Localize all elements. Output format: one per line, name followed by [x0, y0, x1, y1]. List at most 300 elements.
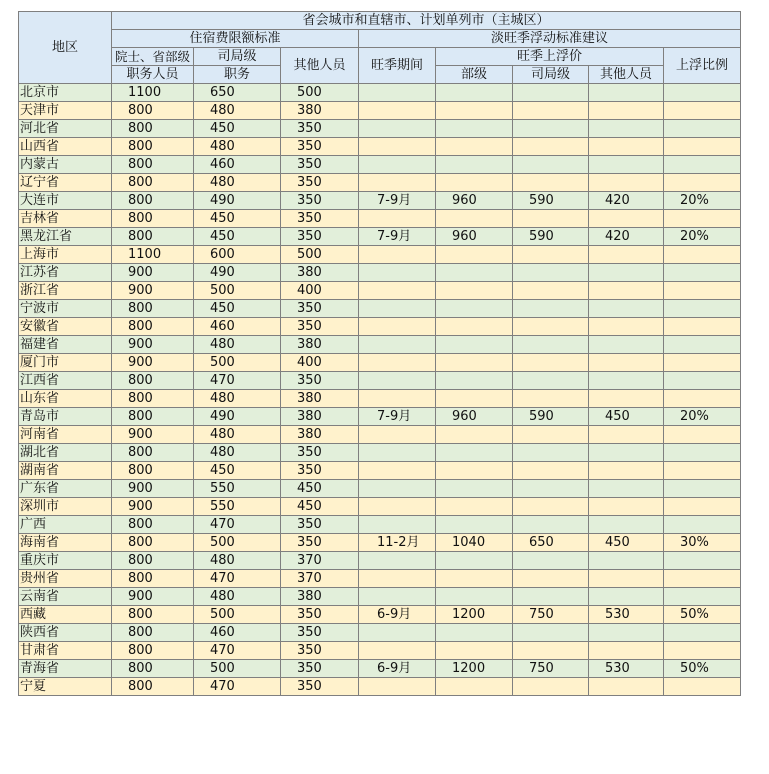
peak-other-price-cell: 530: [589, 606, 664, 624]
peak-bureau-price-cell: [513, 300, 589, 318]
region-cell: 云南省: [19, 588, 112, 606]
bureau-rate-cell: 480: [194, 102, 281, 120]
peak-period-cell: 7-9月: [359, 408, 436, 426]
region-cell: 深圳市: [19, 498, 112, 516]
table-row: [19, 372, 741, 390]
peak-bureau-price-cell: [513, 282, 589, 300]
academic-rate-cell: 900: [112, 336, 194, 354]
other-rate-cell: 350: [281, 606, 359, 624]
region-cell: 福建省: [19, 336, 112, 354]
region-cell: 青岛市: [19, 408, 112, 426]
region-cell: 重庆市: [19, 552, 112, 570]
other-rate-cell: 500: [281, 246, 359, 264]
academic-rate-cell: 900: [112, 480, 194, 498]
bureau-rate-cell: 470: [194, 516, 281, 534]
region-cell: 山东省: [19, 390, 112, 408]
bureau-rate-cell: 460: [194, 318, 281, 336]
peak-other-price-cell: [589, 426, 664, 444]
academic-rate-cell: 900: [112, 588, 194, 606]
peak-ratio-cell: [664, 174, 741, 192]
other-rate-cell: 350: [281, 624, 359, 642]
peak-bureau-price-cell: [513, 462, 589, 480]
peak-ministry-price-cell: [436, 102, 513, 120]
academic-rate-cell: 800: [112, 120, 194, 138]
region-cell: 河南省: [19, 426, 112, 444]
peak-bureau-price-cell: [513, 552, 589, 570]
academic-rate-cell: 800: [112, 228, 194, 246]
other-rate-cell: 370: [281, 570, 359, 588]
peak-bureau-price-cell: 750: [513, 660, 589, 678]
other-rate-cell: 380: [281, 588, 359, 606]
peak-ratio-cell: [664, 84, 741, 102]
peak-period-cell: [359, 390, 436, 408]
academic-rate-cell: 800: [112, 372, 194, 390]
header-peak-ministry: 部级: [436, 66, 513, 84]
peak-bureau-price-cell: [513, 372, 589, 390]
peak-other-price-cell: [589, 138, 664, 156]
bureau-rate-cell: 470: [194, 570, 281, 588]
header-bureau-sub: 职务: [194, 66, 281, 84]
peak-bureau-price-cell: [513, 390, 589, 408]
peak-other-price-cell: [589, 282, 664, 300]
region-cell: 湖南省: [19, 462, 112, 480]
peak-bureau-price-cell: 750: [513, 606, 589, 624]
table-row: [19, 660, 741, 678]
region-cell: 西藏: [19, 606, 112, 624]
peak-other-price-cell: 530: [589, 660, 664, 678]
peak-bureau-price-cell: [513, 210, 589, 228]
peak-period-cell: [359, 516, 436, 534]
peak-period-cell: [359, 120, 436, 138]
table-row: [19, 498, 741, 516]
peak-period-cell: [359, 156, 436, 174]
bureau-rate-cell: 450: [194, 300, 281, 318]
peak-ministry-price-cell: [436, 372, 513, 390]
peak-ministry-price-cell: 1040: [436, 534, 513, 552]
peak-ministry-price-cell: 960: [436, 192, 513, 210]
peak-ratio-cell: 20%: [664, 192, 741, 210]
table-row: [19, 426, 741, 444]
bureau-rate-cell: 460: [194, 156, 281, 174]
table-row: [19, 174, 741, 192]
other-rate-cell: 380: [281, 264, 359, 282]
peak-period-cell: 7-9月: [359, 192, 436, 210]
academic-rate-cell: 800: [112, 102, 194, 120]
peak-bureau-price-cell: [513, 246, 589, 264]
peak-other-price-cell: [589, 84, 664, 102]
peak-period-cell: [359, 336, 436, 354]
academic-rate-cell: 800: [112, 156, 194, 174]
academic-rate-cell: 1100: [112, 84, 194, 102]
peak-period-cell: [359, 318, 436, 336]
region-cell: 厦门市: [19, 354, 112, 372]
peak-bureau-price-cell: [513, 516, 589, 534]
table-row: [19, 318, 741, 336]
region-cell: 陕西省: [19, 624, 112, 642]
peak-other-price-cell: [589, 102, 664, 120]
region-cell: 湖北省: [19, 444, 112, 462]
other-rate-cell: 350: [281, 642, 359, 660]
peak-bureau-price-cell: [513, 84, 589, 102]
peak-ratio-cell: [664, 102, 741, 120]
header-ratio: 上浮比例: [664, 48, 741, 84]
peak-bureau-price-cell: [513, 570, 589, 588]
peak-period-cell: [359, 300, 436, 318]
header-season-standard: 淡旺季浮动标准建议: [359, 30, 741, 48]
peak-other-price-cell: [589, 246, 664, 264]
academic-rate-cell: 900: [112, 282, 194, 300]
peak-other-price-cell: [589, 678, 664, 696]
region-cell: 辽宁省: [19, 174, 112, 192]
peak-other-price-cell: [589, 588, 664, 606]
peak-ratio-cell: [664, 264, 741, 282]
header-peak-price: 旺季上浮价: [436, 48, 664, 66]
peak-ministry-price-cell: [436, 318, 513, 336]
peak-ministry-price-cell: [436, 516, 513, 534]
other-rate-cell: 380: [281, 426, 359, 444]
peak-other-price-cell: [589, 318, 664, 336]
bureau-rate-cell: 450: [194, 210, 281, 228]
academic-rate-cell: 800: [112, 624, 194, 642]
peak-other-price-cell: [589, 498, 664, 516]
academic-rate-cell: 800: [112, 174, 194, 192]
bureau-rate-cell: 500: [194, 354, 281, 372]
other-rate-cell: 380: [281, 102, 359, 120]
peak-ratio-cell: [664, 588, 741, 606]
bureau-rate-cell: 500: [194, 606, 281, 624]
peak-bureau-price-cell: 650: [513, 534, 589, 552]
academic-rate-cell: 900: [112, 354, 194, 372]
academic-rate-cell: 1100: [112, 246, 194, 264]
peak-bureau-price-cell: [513, 444, 589, 462]
peak-ratio-cell: [664, 570, 741, 588]
peak-ratio-cell: [664, 462, 741, 480]
peak-ratio-cell: [664, 480, 741, 498]
peak-other-price-cell: 450: [589, 408, 664, 426]
academic-rate-cell: 800: [112, 444, 194, 462]
peak-ratio-cell: [664, 498, 741, 516]
bureau-rate-cell: 470: [194, 642, 281, 660]
peak-other-price-cell: [589, 570, 664, 588]
peak-period-cell: [359, 678, 436, 696]
peak-ratio-cell: [664, 678, 741, 696]
peak-ministry-price-cell: [436, 624, 513, 642]
academic-rate-cell: 800: [112, 192, 194, 210]
table-row: [19, 282, 741, 300]
table-row: [19, 642, 741, 660]
header-lodging-standard: 住宿费限额标准: [112, 30, 359, 48]
peak-ministry-price-cell: [436, 156, 513, 174]
header-academic-sub: 职务人员: [112, 66, 194, 84]
region-cell: 内蒙古: [19, 156, 112, 174]
peak-ratio-cell: [664, 642, 741, 660]
other-rate-cell: 350: [281, 156, 359, 174]
other-rate-cell: 350: [281, 444, 359, 462]
peak-bureau-price-cell: 590: [513, 408, 589, 426]
table-row: [19, 138, 741, 156]
peak-bureau-price-cell: [513, 264, 589, 282]
peak-ministry-price-cell: [436, 246, 513, 264]
peak-period-cell: 7-9月: [359, 228, 436, 246]
bureau-rate-cell: 450: [194, 462, 281, 480]
peak-ratio-cell: [664, 318, 741, 336]
other-rate-cell: 350: [281, 138, 359, 156]
region-cell: 黑龙江省: [19, 228, 112, 246]
region-cell: 江西省: [19, 372, 112, 390]
other-rate-cell: 350: [281, 210, 359, 228]
academic-rate-cell: 800: [112, 570, 194, 588]
peak-ratio-cell: [664, 372, 741, 390]
other-rate-cell: 370: [281, 552, 359, 570]
table-row: [19, 678, 741, 696]
other-rate-cell: 350: [281, 300, 359, 318]
peak-other-price-cell: [589, 642, 664, 660]
peak-ministry-price-cell: [436, 426, 513, 444]
academic-rate-cell: 800: [112, 552, 194, 570]
peak-ratio-cell: 20%: [664, 408, 741, 426]
bureau-rate-cell: 490: [194, 192, 281, 210]
peak-ratio-cell: 20%: [664, 228, 741, 246]
region-cell: 浙江省: [19, 282, 112, 300]
table-row: [19, 570, 741, 588]
peak-ministry-price-cell: 960: [436, 408, 513, 426]
table-row: [19, 210, 741, 228]
other-rate-cell: 350: [281, 192, 359, 210]
other-rate-cell: 450: [281, 498, 359, 516]
header-region: 地区: [19, 12, 112, 84]
region-cell: 天津市: [19, 102, 112, 120]
peak-ministry-price-cell: [436, 678, 513, 696]
academic-rate-cell: 800: [112, 678, 194, 696]
region-cell: 广东省: [19, 480, 112, 498]
other-rate-cell: 450: [281, 480, 359, 498]
peak-ratio-cell: [664, 624, 741, 642]
bureau-rate-cell: 480: [194, 138, 281, 156]
bureau-rate-cell: 480: [194, 588, 281, 606]
peak-ministry-price-cell: [436, 552, 513, 570]
table-row: [19, 552, 741, 570]
region-cell: 青海省: [19, 660, 112, 678]
table-row: [19, 390, 741, 408]
peak-period-cell: 6-9月: [359, 660, 436, 678]
region-cell: 甘肃省: [19, 642, 112, 660]
peak-bureau-price-cell: 590: [513, 192, 589, 210]
other-rate-cell: 350: [281, 174, 359, 192]
region-cell: 大连市: [19, 192, 112, 210]
peak-bureau-price-cell: [513, 354, 589, 372]
academic-rate-cell: 800: [112, 534, 194, 552]
region-cell: 上海市: [19, 246, 112, 264]
other-rate-cell: 350: [281, 660, 359, 678]
peak-other-price-cell: [589, 300, 664, 318]
peak-bureau-price-cell: [513, 318, 589, 336]
peak-ministry-price-cell: 1200: [436, 606, 513, 624]
header-other: 其他人员: [281, 48, 359, 84]
peak-ministry-price-cell: [436, 138, 513, 156]
peak-ministry-price-cell: [436, 462, 513, 480]
table-row: [19, 624, 741, 642]
table-row: [19, 534, 741, 552]
lodging-standards-table: [18, 11, 741, 696]
peak-ministry-price-cell: [436, 174, 513, 192]
peak-period-cell: [359, 210, 436, 228]
bureau-rate-cell: 490: [194, 264, 281, 282]
peak-ratio-cell: [664, 210, 741, 228]
academic-rate-cell: 900: [112, 264, 194, 282]
bureau-rate-cell: 480: [194, 174, 281, 192]
academic-rate-cell: 800: [112, 642, 194, 660]
peak-other-price-cell: [589, 336, 664, 354]
peak-other-price-cell: [589, 390, 664, 408]
table-row: [19, 120, 741, 138]
peak-ratio-cell: 30%: [664, 534, 741, 552]
peak-ministry-price-cell: [436, 390, 513, 408]
table-row: [19, 444, 741, 462]
peak-ministry-price-cell: [436, 84, 513, 102]
peak-bureau-price-cell: [513, 174, 589, 192]
bureau-rate-cell: 480: [194, 444, 281, 462]
region-cell: 宁夏: [19, 678, 112, 696]
table-row: [19, 462, 741, 480]
peak-ratio-cell: [664, 516, 741, 534]
peak-period-cell: [359, 552, 436, 570]
academic-rate-cell: 800: [112, 462, 194, 480]
region-cell: 贵州省: [19, 570, 112, 588]
academic-rate-cell: 800: [112, 408, 194, 426]
academic-rate-cell: 900: [112, 426, 194, 444]
table-row: [19, 102, 741, 120]
peak-ratio-cell: 50%: [664, 660, 741, 678]
table-row: [19, 84, 741, 102]
bureau-rate-cell: 450: [194, 228, 281, 246]
peak-ratio-cell: [664, 120, 741, 138]
peak-ministry-price-cell: [436, 444, 513, 462]
bureau-rate-cell: 450: [194, 120, 281, 138]
peak-other-price-cell: [589, 372, 664, 390]
peak-other-price-cell: [589, 120, 664, 138]
peak-period-cell: [359, 624, 436, 642]
academic-rate-cell: 800: [112, 390, 194, 408]
peak-ministry-price-cell: [436, 570, 513, 588]
table-row: [19, 246, 741, 264]
academic-rate-cell: 800: [112, 660, 194, 678]
region-cell: 安徽省: [19, 318, 112, 336]
other-rate-cell: 350: [281, 462, 359, 480]
peak-period-cell: [359, 372, 436, 390]
academic-rate-cell: 900: [112, 498, 194, 516]
other-rate-cell: 380: [281, 408, 359, 426]
academic-rate-cell: 800: [112, 606, 194, 624]
peak-other-price-cell: [589, 264, 664, 282]
peak-other-price-cell: 450: [589, 534, 664, 552]
other-rate-cell: 400: [281, 354, 359, 372]
peak-ratio-cell: [664, 354, 741, 372]
region-cell: 山西省: [19, 138, 112, 156]
peak-other-price-cell: [589, 552, 664, 570]
academic-rate-cell: 800: [112, 300, 194, 318]
peak-other-price-cell: [589, 624, 664, 642]
table-row: [19, 228, 741, 246]
peak-period-cell: [359, 174, 436, 192]
bureau-rate-cell: 480: [194, 336, 281, 354]
peak-ministry-price-cell: [436, 480, 513, 498]
header-peak-bureau: 司局级: [513, 66, 589, 84]
peak-ministry-price-cell: [436, 300, 513, 318]
peak-bureau-price-cell: [513, 426, 589, 444]
table-row: [19, 264, 741, 282]
peak-ministry-price-cell: [436, 642, 513, 660]
peak-ratio-cell: [664, 444, 741, 462]
bureau-rate-cell: 470: [194, 372, 281, 390]
peak-ratio-cell: [664, 282, 741, 300]
peak-bureau-price-cell: [513, 336, 589, 354]
peak-period-cell: [359, 282, 436, 300]
peak-period-cell: 11-2月: [359, 534, 436, 552]
peak-ratio-cell: [664, 426, 741, 444]
region-cell: 海南省: [19, 534, 112, 552]
header-peak-other: 其他人员: [589, 66, 664, 84]
peak-period-cell: [359, 84, 436, 102]
header-city-group: 省会城市和直辖市、计划单列市（主城区）: [112, 12, 741, 30]
peak-bureau-price-cell: [513, 588, 589, 606]
peak-bureau-price-cell: [513, 678, 589, 696]
bureau-rate-cell: 550: [194, 498, 281, 516]
peak-other-price-cell: [589, 354, 664, 372]
peak-other-price-cell: [589, 516, 664, 534]
peak-period-cell: 6-9月: [359, 606, 436, 624]
other-rate-cell: 350: [281, 318, 359, 336]
peak-bureau-price-cell: 590: [513, 228, 589, 246]
academic-rate-cell: 800: [112, 318, 194, 336]
peak-ministry-price-cell: [436, 588, 513, 606]
table-row: [19, 300, 741, 318]
other-rate-cell: 350: [281, 228, 359, 246]
peak-period-cell: [359, 570, 436, 588]
other-rate-cell: 380: [281, 390, 359, 408]
peak-period-cell: [359, 426, 436, 444]
peak-ministry-price-cell: [436, 264, 513, 282]
header-academic: 院士、省部级: [112, 48, 194, 66]
region-cell: 江苏省: [19, 264, 112, 282]
peak-other-price-cell: [589, 174, 664, 192]
table-row: [19, 156, 741, 174]
academic-rate-cell: 800: [112, 210, 194, 228]
peak-ratio-cell: [664, 300, 741, 318]
peak-bureau-price-cell: [513, 498, 589, 516]
table-row: [19, 192, 741, 210]
peak-period-cell: [359, 246, 436, 264]
other-rate-cell: 400: [281, 282, 359, 300]
peak-period-cell: [359, 642, 436, 660]
bureau-rate-cell: 470: [194, 678, 281, 696]
peak-ministry-price-cell: [436, 354, 513, 372]
bureau-rate-cell: 600: [194, 246, 281, 264]
table-row: [19, 336, 741, 354]
peak-ministry-price-cell: 960: [436, 228, 513, 246]
peak-ministry-price-cell: [436, 336, 513, 354]
academic-rate-cell: 800: [112, 516, 194, 534]
region-cell: 广西: [19, 516, 112, 534]
peak-period-cell: [359, 444, 436, 462]
peak-other-price-cell: [589, 480, 664, 498]
other-rate-cell: 380: [281, 336, 359, 354]
header-bureau: 司局级: [194, 48, 281, 66]
peak-ratio-cell: [664, 246, 741, 264]
table-row: [19, 408, 741, 426]
other-rate-cell: 350: [281, 678, 359, 696]
table-row: [19, 516, 741, 534]
peak-bureau-price-cell: [513, 102, 589, 120]
